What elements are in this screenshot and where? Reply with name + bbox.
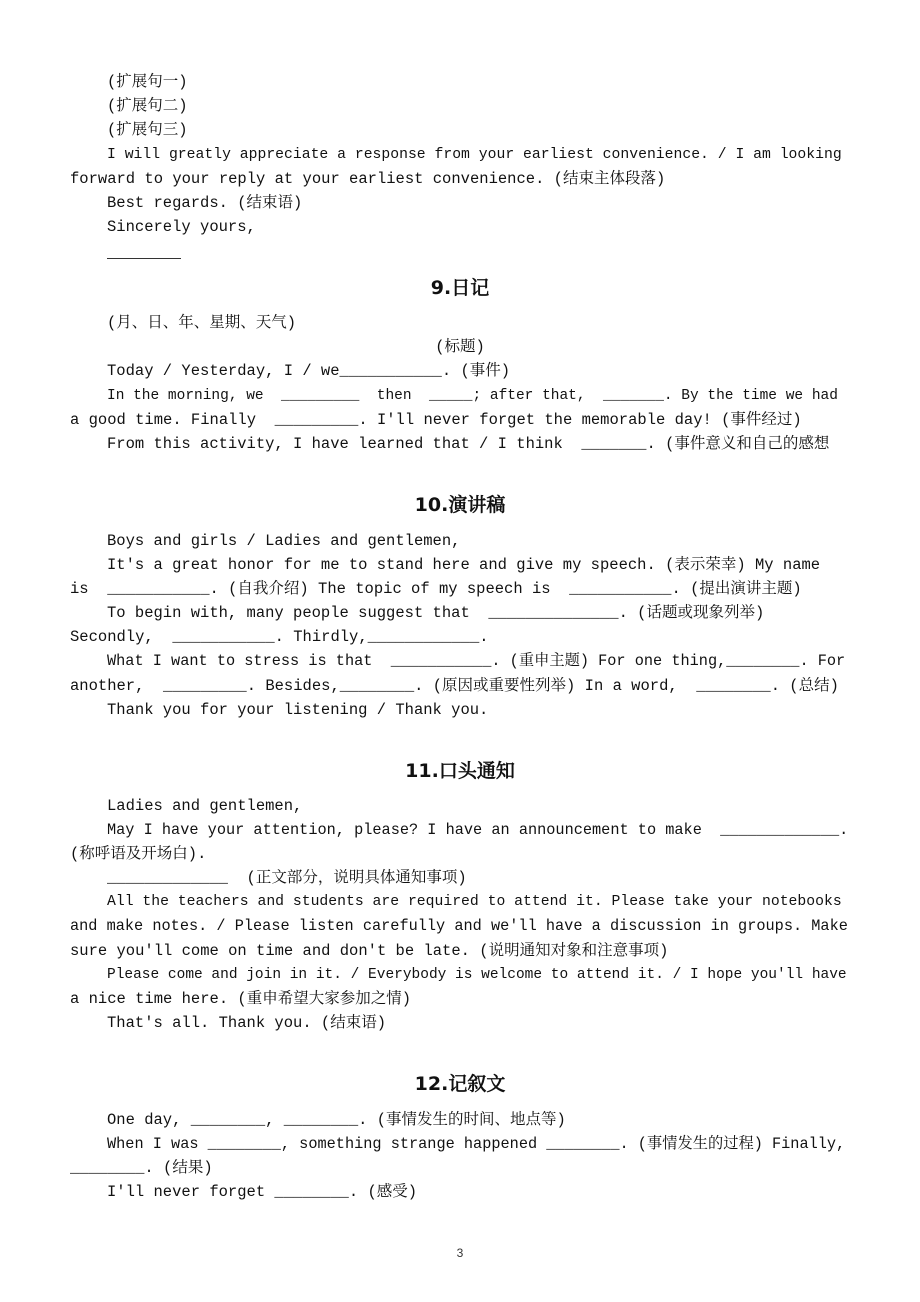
speech-line-5: Secondly, ___________. Thirdly,____________. [70, 628, 489, 646]
notice-heading: 11.口头通知 [405, 760, 515, 782]
speech-line-6: What I want to stress is that ___________. (重申主题) For one thing,________. For [107, 652, 846, 670]
speech-heading: 10.演讲稿 [414, 494, 506, 516]
notice-line-6: and make notes. / Please listen carefully and we'll have a discussion in groups. Make [70, 917, 848, 935]
notice-line-1: Ladies and gentlemen, [107, 797, 303, 815]
speech-line-3: is ___________. (自我介绍) The topic of my speech is ___________. (提出演讲主题) [70, 580, 802, 598]
notice-line-9: a nice time here. (重申希望大家参加之情) [70, 990, 412, 1008]
diary-line-1: Today / Yesterday, I / we___________. (事件) [107, 362, 511, 380]
speech-line-8: Thank you for your listening / Thank you. [107, 701, 489, 719]
notice-line-10: That's all. Thank you. (结束语) [107, 1014, 387, 1032]
diary-date-line: (月、日、年、星期、天气) [107, 314, 297, 332]
diary-line-3: a good time. Finally _________. I'll never forget the memorable day! (事件经过) [70, 411, 802, 429]
speech-line-2: It's a great honor for me to stand here and give my speech. (表示荣幸) My name [107, 556, 821, 574]
narrative-heading: 12.记叙文 [414, 1073, 506, 1095]
notice-line-8: Please come and join in it. / Everybody is welcome to attend it. / I hope you'll have [107, 967, 847, 983]
diary-line-2: In the morning, we _________ then _____; after that, _______. By the time we had [107, 388, 838, 404]
speech-line-4: To begin with, many people suggest that ______________. (话题或现象列举) [107, 604, 765, 622]
narrative-line-3: ________. (结果) [70, 1159, 213, 1177]
notice-line-5: All the teachers and students are required to attend it. Please take your notebooks [107, 894, 842, 910]
closing-body-line-2: forward to your reply at your earliest convenience. (结束主体段落) [70, 170, 666, 188]
notice-line-4: _____________ (正文部分，说明具体通知事项) [107, 869, 467, 887]
best-regards-line: Best regards. (结束语) [107, 194, 303, 212]
notice-line-2: May I have your attention, please? I have an announcement to make _____________. [107, 821, 849, 839]
notice-line-7: sure you'll come on time and don't be late. (说明通知对象和注意事项) [70, 942, 669, 960]
expansion-sentence-2: (扩展句二) [107, 97, 188, 115]
sincerely-line: Sincerely yours, [107, 218, 256, 236]
expansion-sentence-1: (扩展句一) [107, 73, 188, 91]
diary-heading: 9.日记 [430, 277, 490, 299]
narrative-line-4: I'll never forget ________. (感受) [107, 1183, 418, 1201]
diary-title-line: (标题) [435, 338, 485, 356]
notice-line-3: (称呼语及开场白). [70, 845, 207, 863]
diary-line-4: From this activity, I have learned that / I think _______. (事件意义和自己的感想 [107, 435, 830, 453]
page-number: 3 [456, 1246, 464, 1260]
speech-line-7: another, _________. Besides,________. (原因或重要性列举) In a word, ________. (总结) [70, 677, 839, 695]
narrative-line-2: When I was ________, something strange happened ________. (事情发生的过程) Finally, [107, 1135, 846, 1153]
speech-line-1: Boys and girls / Ladies and gentlemen, [107, 532, 461, 550]
closing-body-line-1: I will greatly appreciate a response from your earliest convenience. / I am looking [107, 147, 842, 163]
expansion-sentence-3: (扩展句三) [107, 121, 188, 139]
signature-blank [107, 258, 181, 259]
narrative-line-1: One day, ________, ________. (事情发生的时间、地点等) [107, 1111, 566, 1129]
